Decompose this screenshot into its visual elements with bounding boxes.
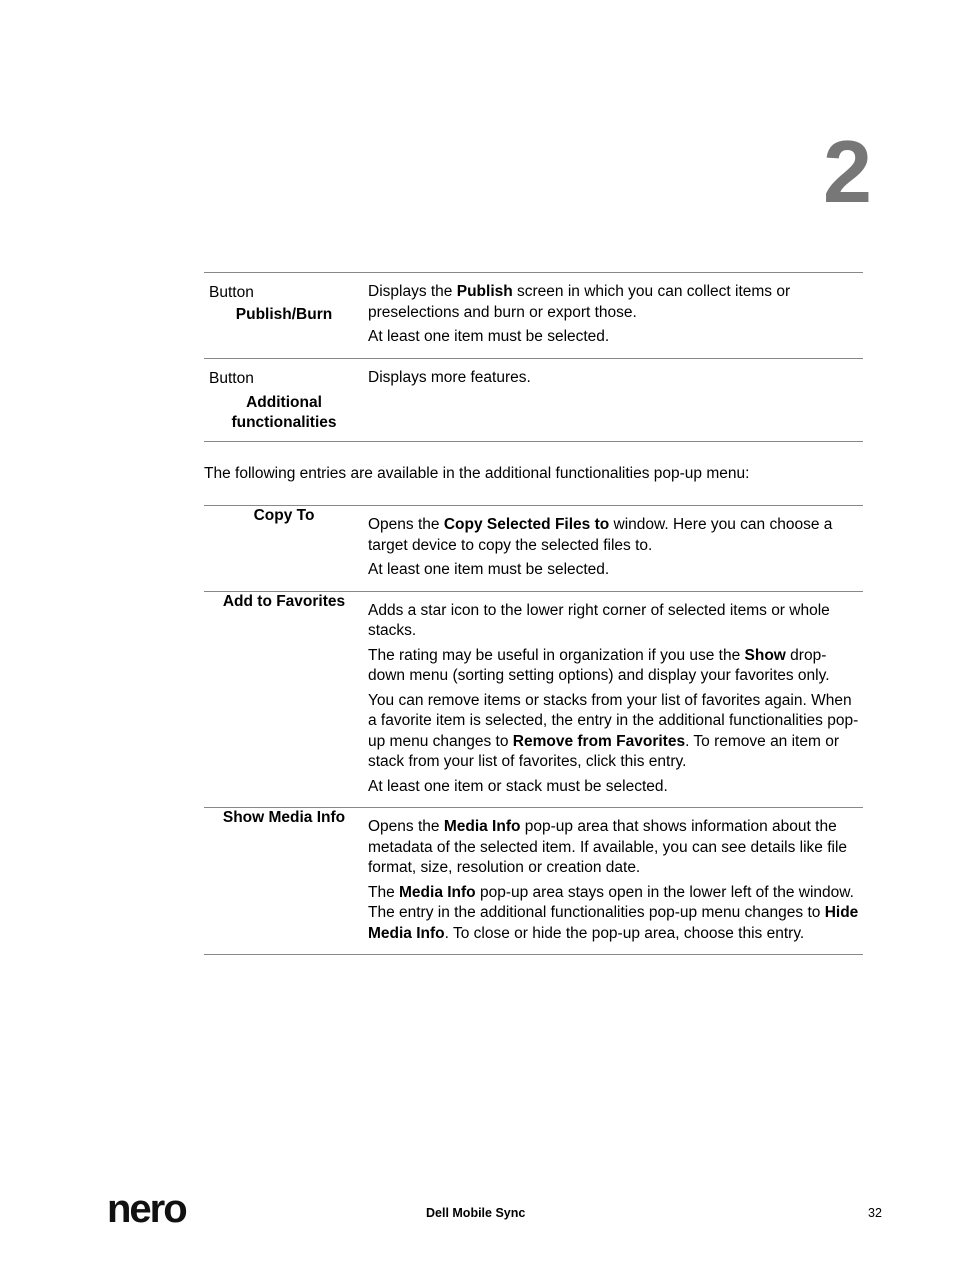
paragraph: Opens the Media Info pop-up area that shows information about the metadata of the selected item. If available, you can see details like file format, size, resolution or creation date. <box>368 818 848 876</box>
table-row <box>204 591 863 808</box>
paragraph: The rating may be useful in organization if you use the Show drop-down menu (sorting setting options) and display your favorites only. <box>368 646 830 684</box>
row-description <box>364 506 863 592</box>
paragraph: At least one item or stack must be selected. <box>368 777 668 795</box>
label-name-line1: Additional <box>246 393 322 411</box>
paragraph: Displays the Publish screen in which you can collect items or preselections and burn or export those. <box>368 283 791 321</box>
paragraph: Adds a star icon to the lower right corner of selected items or whole stacks. <box>368 601 830 639</box>
paragraph: The Media Info pop-up area stays open in the lower left of the window. The entry in the additional functionalities pop-up menu changes to Hide Media Info. To close or hide the pop-up area, choose this entry. <box>368 883 859 942</box>
row-label <box>204 273 364 359</box>
row-description <box>364 591 863 808</box>
paragraph: At least one item must be selected. <box>368 561 610 578</box>
row-label: Show Media Info <box>222 809 346 826</box>
intro-text: The following entries are available in the additional functionalities pop-up menu: <box>204 465 750 482</box>
row-label: Copy To <box>253 507 315 524</box>
label-prefix: Button <box>209 284 254 301</box>
label-name-line2: functionalities <box>231 413 337 431</box>
label-name: Publish/Burn <box>235 306 333 323</box>
row-description <box>364 808 863 955</box>
table-row <box>204 358 863 441</box>
row-description <box>364 273 863 359</box>
paragraph: You can remove items or stacks from your list of favorites again. When a favorite item is selected, the entry in the additional functionalities pop-up menu changes to Remove from Favorites. To remove an item or stack from your list of favorites, click this entry. <box>368 691 859 770</box>
paragraph: Displays more features. <box>368 368 531 386</box>
row-description <box>364 358 863 441</box>
buttons-table <box>204 272 863 442</box>
chapter-number: 2 <box>823 122 870 221</box>
page-number: 32 <box>868 1206 882 1220</box>
menu-entries-table <box>204 505 863 955</box>
table-row <box>204 506 863 592</box>
svg-text:nero: nero <box>107 1192 186 1226</box>
footer-title: Dell Mobile Sync <box>426 1206 526 1220</box>
label-prefix: Button <box>209 369 254 387</box>
paragraph: Opens the Copy Selected Files to window. Here you can choose a target device to copy the selected files to. <box>368 516 833 554</box>
paragraph: At least one item must be selected. <box>368 328 610 345</box>
row-label <box>204 358 364 441</box>
table-row <box>204 808 863 955</box>
table-row <box>204 273 863 359</box>
nero-logo <box>107 1192 213 1231</box>
row-label: Add to Favorites <box>222 592 346 610</box>
